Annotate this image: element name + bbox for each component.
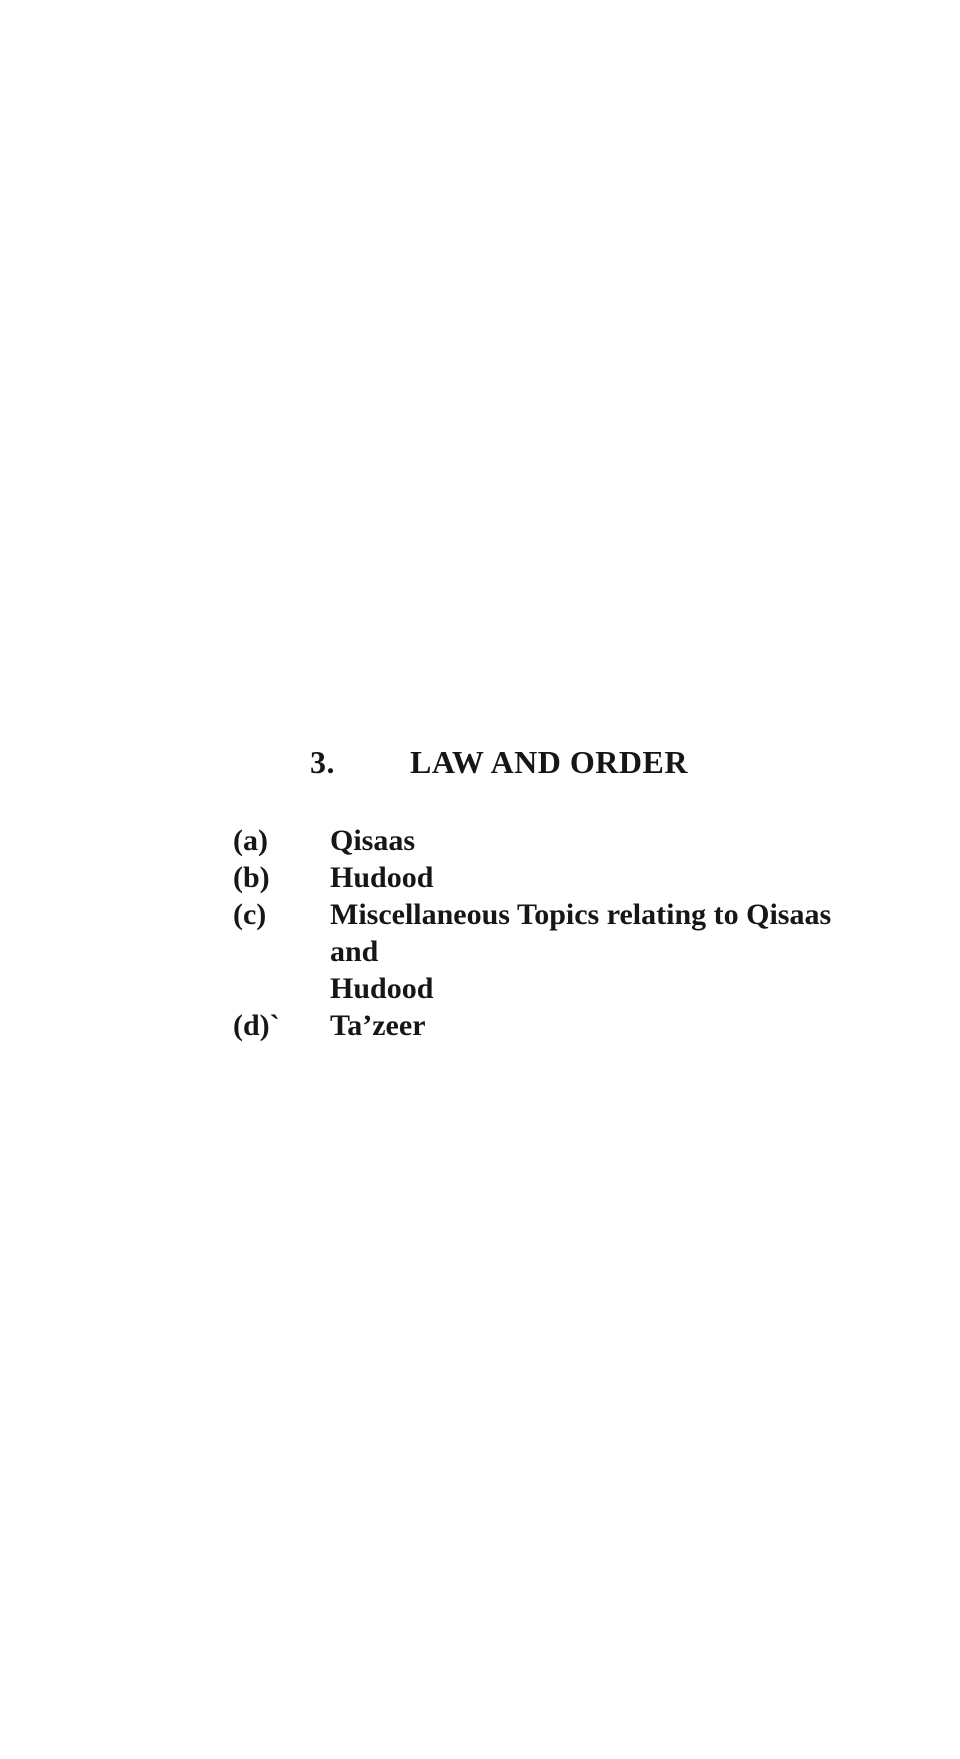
item-text-line: Ta’zeer	[330, 1009, 426, 1042]
item-label: (b)	[233, 861, 270, 894]
list-item	[233, 1007, 831, 1044]
item-text-line: Miscellaneous Topics relating to Qisaas	[330, 898, 832, 931]
section-title: LAW AND ORDER	[410, 744, 688, 780]
item-label: (c)	[233, 898, 267, 931]
item-text-line: and	[330, 935, 379, 968]
item-label: (d)`	[233, 1009, 280, 1042]
item-label: (a)	[233, 824, 268, 857]
section-number: 3.	[310, 744, 335, 780]
item-text	[330, 1007, 426, 1044]
section-heading	[310, 744, 688, 781]
item-text	[330, 896, 831, 1007]
list-item	[233, 896, 831, 1007]
item-text-line: Qisaas	[330, 824, 416, 857]
item-text	[330, 822, 415, 859]
list-item	[233, 859, 831, 896]
item-text-line: Hudood	[330, 861, 434, 894]
list-item	[233, 822, 831, 859]
item-text-line: Hudood	[330, 972, 434, 1005]
topic-list	[233, 822, 831, 1044]
item-text	[330, 859, 433, 896]
